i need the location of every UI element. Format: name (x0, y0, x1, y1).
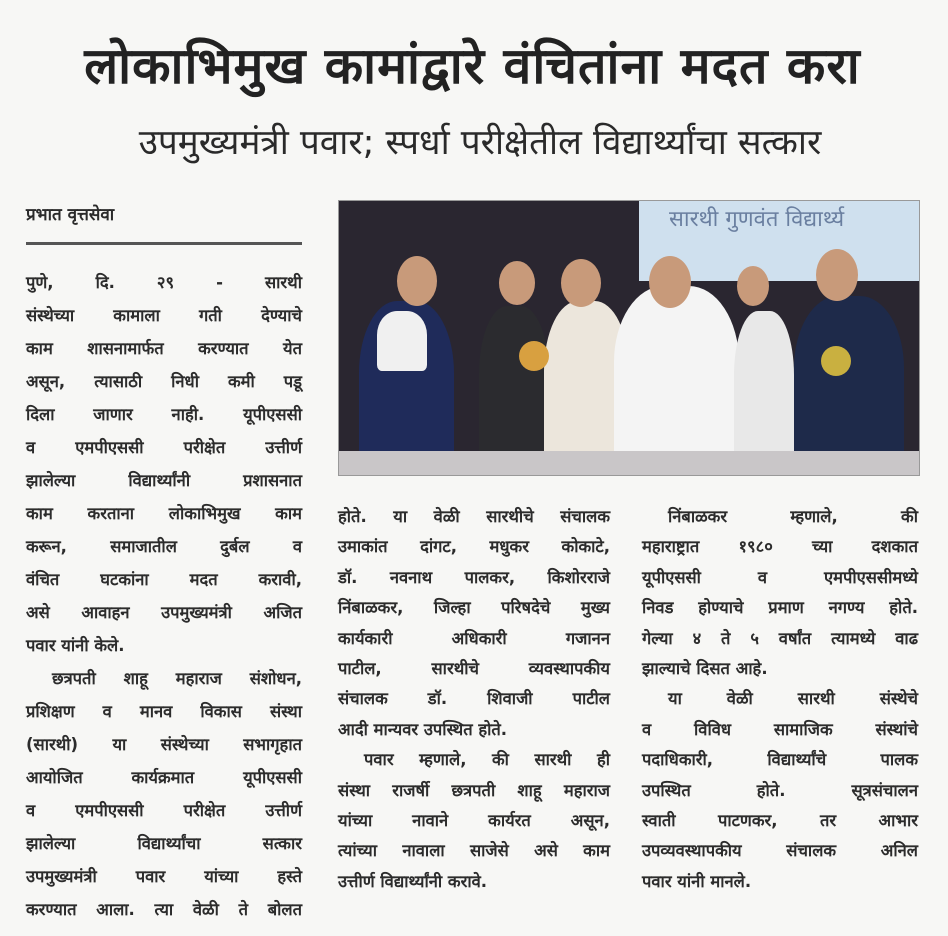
article-line: वंचित घटकांना मदत करावी, (26, 570, 302, 589)
article-line: उपमुख्यमंत्री पवार यांच्या हस्ते (26, 867, 302, 886)
byline: प्रभात वृत्तसेवा (26, 205, 115, 225)
photo-person (794, 296, 904, 476)
article-line: व एमपीएससी परीक्षेत उत्तीर्ण (26, 438, 302, 457)
article-column-right (642, 504, 918, 899)
photo-face (561, 259, 601, 307)
news-photo (338, 200, 920, 476)
article-line: गेल्या ४ ते ५ वर्षांत त्यामध्ये वाढ (642, 628, 918, 648)
photo-person (734, 311, 794, 471)
article-line: पाटील, सारथीचे व्यवस्थापकीय (338, 658, 610, 678)
article-line: (सारथी) या संस्थेच्या सभागृहात (26, 735, 302, 754)
article-line: व विविध सामाजिक संस्थांचे (642, 719, 918, 739)
photo-person (614, 286, 739, 476)
article-line: निंबाळकर म्हणाले, की (668, 507, 918, 526)
article-line: या वेळी सारथी संस्थेचे (668, 689, 918, 709)
article-line: स्वाती पाटणकर, तर आभार (642, 810, 918, 830)
article-line: उत्तीर्ण विद्यार्थ्यांनी करावे. (338, 871, 488, 891)
article-line: त्यांच्या नावाला साजेसे असे काम (338, 841, 610, 861)
subheadline: उपमुख्यमंत्री पवार; स्पर्धा परीक्षेतील विद्यार्थ्यांचा सत्कार (138, 123, 822, 163)
article-line: असे आवाहन उपमुख्यमंत्री अजित (26, 603, 302, 622)
article-line: पवार म्हणाले, की सारथी ही (364, 750, 610, 770)
article-line: संचालक डॉ. शिवाजी पाटील (338, 689, 610, 709)
article-line: प्रशिक्षण व मानव विकास संस्था (26, 702, 302, 721)
article-line: संस्था राजर्षी छत्रपती शाहू महाराज (338, 780, 610, 800)
photo-face (397, 256, 437, 306)
article-line: उपव्यवस्थापकीय संचालक अनिल (642, 841, 918, 861)
article-line: यांच्या नावाने कार्यरत असून, (338, 810, 610, 830)
article-line: असून, त्यासाठी निधी कमी पडू (26, 372, 302, 391)
article-line: डॉ. नवनाथ पालकर, किशोरराजे (338, 567, 610, 587)
article-line: पवार यांनी मानले. (642, 871, 752, 891)
article-line: करून, समाजातील दुर्बल व (26, 537, 302, 556)
photo-banner-text: सारथी गुणवंत विद्यार्थ्य (669, 207, 845, 232)
article-line: करण्यात आला. त्या वेळी ते बोलत (26, 900, 302, 919)
article-line: व एमपीएससी परीक्षेत उत्तीर्ण (26, 801, 302, 820)
article-column-middle (338, 504, 610, 899)
article-line: कार्यकारी अधिकारी गजानन (338, 628, 610, 648)
photo-person (377, 311, 427, 371)
photo-face (649, 256, 691, 308)
photo-memento (519, 341, 549, 371)
article-line: पदाधिकारी, विद्यार्थ्यांचे पालक (642, 750, 918, 770)
article-line: आदी मान्यवर उपस्थित होते. (338, 719, 508, 739)
article-column-left (26, 270, 302, 930)
photo-memento (821, 346, 851, 376)
photo-face (737, 266, 769, 306)
article-line: यूपीएससी व एमपीएससीमध्ये (642, 567, 918, 587)
photo-table (339, 451, 919, 475)
article-line: पवार यांनी केले. (26, 636, 125, 655)
article-line: संस्थेच्या कामाला गती देण्याचे (26, 306, 302, 325)
photo-face (816, 249, 858, 301)
article-line: निंबाळकर, जिल्हा परिषदेचे मुख्य (338, 598, 610, 618)
byline-rule (26, 242, 302, 245)
article-line: काम करताना लोकाभिमुख काम (26, 504, 302, 523)
article-line: छत्रपती शाहू महाराज संशोधन, (52, 669, 302, 688)
article-line: दिला जाणार नाही. यूपीएससी (26, 405, 302, 424)
article-line: होते. या वेळी सारथीचे संचालक (338, 507, 610, 526)
article-line: झालेल्या विद्यार्थ्यांचा सत्कार (26, 834, 302, 853)
article-line: झालेल्या विद्यार्थ्यांनी प्रशासनात (26, 471, 302, 490)
article-line: उपस्थित होते. सूत्रसंचालन (642, 780, 918, 800)
article-line: उमाकांत दांगट, मधुकर कोकाटे, (338, 537, 610, 557)
article-line: काम शासनामार्फत करण्यात येत (26, 339, 302, 358)
article-line: महाराष्ट्रात १९८० च्या दशकात (642, 537, 918, 557)
article-line: झाल्याचे दिसत आहे. (642, 658, 768, 678)
photo-face (499, 261, 535, 305)
article-line: पुणे, दि. २९ - सारथी (26, 273, 302, 292)
article-line: निवड होण्याचे प्रमाण नगण्य होते. (642, 598, 918, 618)
article-line: आयोजित कार्यक्रमात यूपीएससी (26, 768, 302, 787)
headline: लोकाभिमुख कामांद्वारे वंचितांना मदत करा (84, 37, 861, 95)
